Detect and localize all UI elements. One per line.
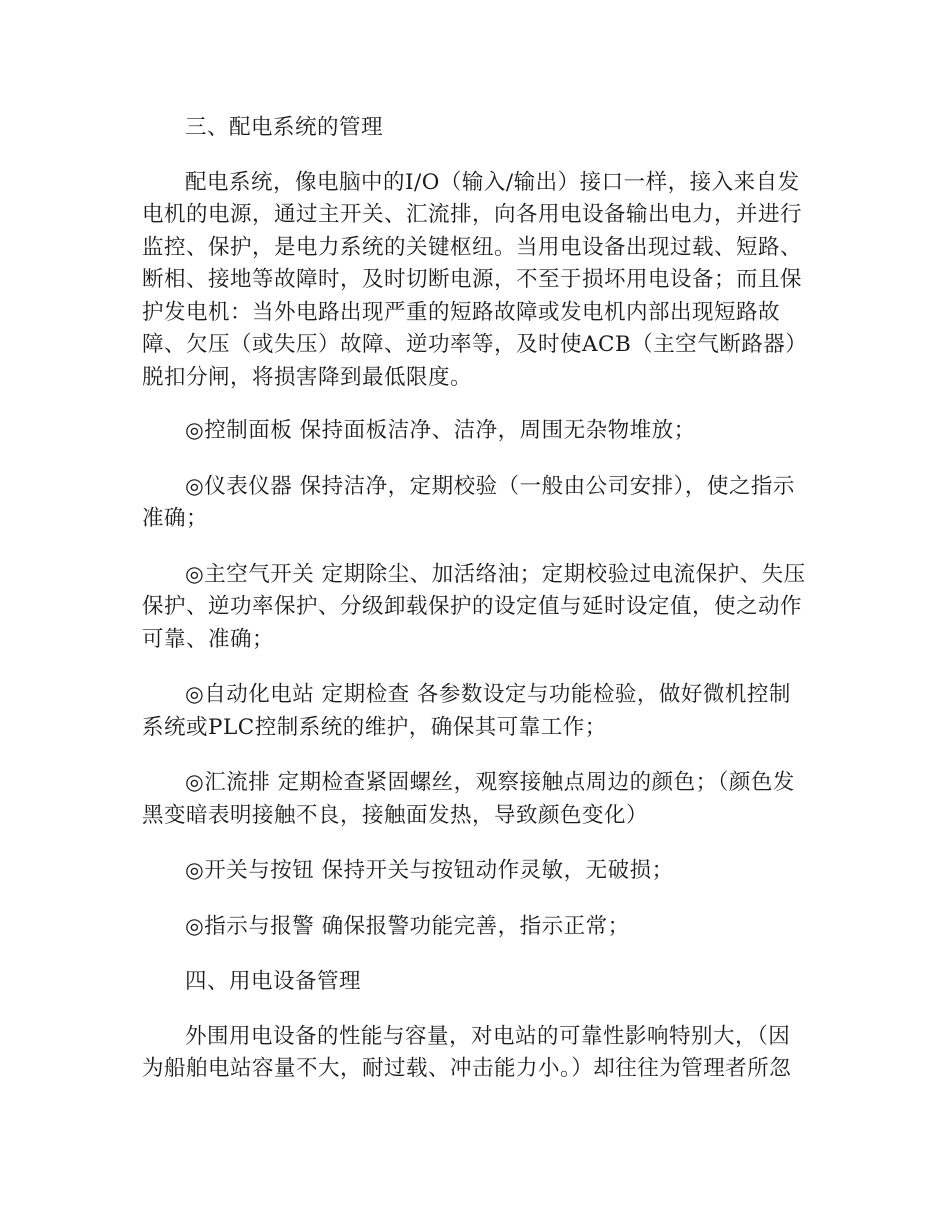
list-item-busbar: ◎汇流排 定期检查紧固螺丝，观察接触点周边的颜色；（颜色发黑变暗表明接触不良，接触面发热，导致颜色变化） (142, 770, 795, 828)
list-item-instruments: ◎仪表仪器 保持洁净，定期校验（一般由公司安排），使之指示准确； (142, 473, 795, 531)
paragraph-distribution-system-intro: 配电系统，像电脑中的I/O（输入/输出）接口一样，接入来自发电机的电源，通过主开关、汇流排，向各用电设备输出电力，并进行监控、保护，是电力系统的关键枢纽。当用电设备出现过载、短路、断相、接地等故障时，及时切断电源，不至于损坏用电设备；而且保护发电机：当外电路出现严重的短路故障或发电机内部出现短路故障、欠压（或失压）故障、逆功率等，及时使ACB（主空气断路器）脱扣分闸，将损害降到最低限度。 (142, 169, 808, 390)
list-item-main-air-switch: ◎主空气开关 定期除尘、加活络油；定期校验过电流保护、失压保护、逆功率保护、分级卸载保护的设定值与延时设定值，使之动作可靠、准确； (142, 561, 806, 652)
document-body (142, 112, 810, 1107)
list-item-switches-buttons: ◎开关与按钮 保持开关与按钮动作灵敏，无破损； (185, 858, 674, 883)
list-item-indicators-alarms: ◎指示与报警 确保报警功能完善，指示正常； (185, 913, 630, 939)
list-item-automated-station: ◎自动化电站 定期检查 各参数设定与功能检验，做好微机控制系统或PLC控制系统的维护，确保其可靠工作； (142, 682, 791, 740)
section-heading-distribution-system: 三、配电系统的管理 (185, 115, 384, 140)
list-item-control-panel: ◎控制面板 保持面板洁净、洁净，周围无杂物堆放； (185, 418, 696, 443)
paragraph-electrical-equipment-intro: 外围用电设备的性能与容量，对电站的可靠性影响特别大，（因为船舶电站容量不大，耐过载、冲击能力小。）却往往为管理者所忽 (142, 1023, 792, 1081)
section-heading-electrical-equipment: 四、用电设备管理 (185, 969, 362, 994)
